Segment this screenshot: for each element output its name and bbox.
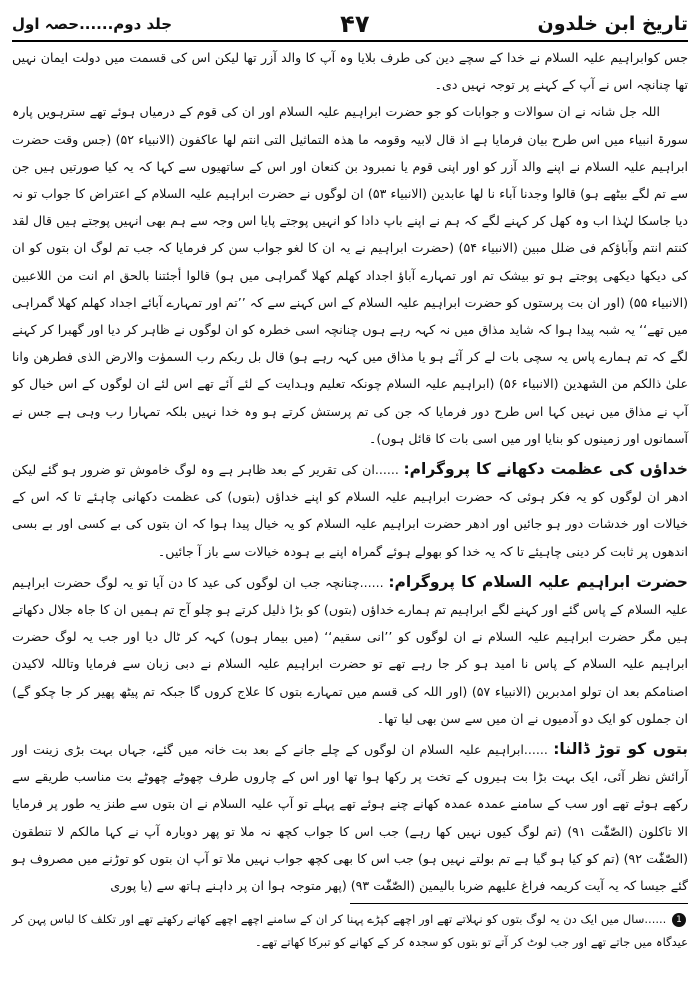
footnote (12, 908, 688, 978)
section-heading: حضرت ابراہیم علیہ السلام کا پروگرام: (388, 572, 688, 591)
section-text: ......ان کی تقریر کے بعد ظاہر ہے وہ لوگ خاموش تو ضرور ہو گئے لیکن ادھر ان لوگوں کو یہ فکر ہوئی کہ حضرت ابراہیم علیہ السلام کو اپنے خداؤں (بتوں) کی عظمت دکھانی چاہئے تا کہ اس کے خیالات اور خدشات دور ہو جائیں اور ادھر حضرت ابراہیم علیہ السلام کو یہ خیال پیدا ہوا کہ ان بتوں کی بے کسی اور بے بسی اندھوں پر ثابت کر دینی چاہیئے تا کہ یہ خدا کو بھولے ہوئے گمراہ اپنے بے ہودہ خیالات سے باز آ جائیں۔ (12, 462, 688, 559)
section-heading: بتوں کو توڑ ڈالنا: (553, 740, 688, 759)
page-body (12, 44, 688, 894)
section-paragraph (12, 736, 688, 899)
footnote-divider (350, 903, 688, 904)
body-paragraph: جس کوابراہیم علیہ السلام نے خدا کے سچے دین کی طرف بلایا وہ آپ کا والد آزر تھا لیکن اس کی قسمت میں دولت ایمان نہیں تھا چنانچہ اس نے آپ کے کہنے پر توجہ نہیں دی۔ (12, 50, 688, 93)
section-text: ......چنانچہ جب ان لوگوں کی عید کا دن آیا تو یہ لوگ حضرت ابراہیم علیہ السلام کے پاس گئے اور کہنے لگے ابراہیم تم ہمارے خداؤں (بتوں) کو بڑا ذلیل کرتے ہو چلو آج تم ہمیں ان کا جاہ جلال دکھاتے ہیں مگر حضرت ابراہیم علیہ السلام نے ان لوگوں کو ’’انی سقیم‘‘ (میں بیمار ہوں) کہہ کر ٹال دیا اور جب یہ لوگ حضرت ابراہیم علیہ السلام کے پاس نا امید ہو کر جا رہے تھے تو حضرت ابراہیم علیہ السلام نے دبی زبان سے فرمایا وتاللہ لاکیدن اصنامکم بعد ان تولو امدبرین (الانبیاء ۵۷) (اور اللہ کی قسم میں تمہارے بتوں کا علاج کروں گا جبکہ تم پیٹھ پھیر کر جا چکو گے) ان جملوں کو ایک دو آدمیوں نے ان میں سے سن بھی لیا تھا۔ (12, 574, 688, 726)
book-title: تاریخ ابن خلدون (537, 13, 688, 35)
volume-part: جلد دوم......حصہ اول (12, 15, 173, 33)
section-heading: خداؤں کی عظمت دکھانے کا پروگرام: (403, 460, 688, 479)
page-number: ۴۷ (340, 10, 370, 38)
footnote-marker-icon: 1 (672, 913, 686, 927)
section-text: ......ابراہیم علیہ السلام ان لوگوں کے چلے جانے کے بعد بت خانہ میں گئے، جہاں بہت بڑی زینت اور آرائش نظر آئی، ایک بہت بڑا بت ہیروں کے تخت پر رکھا ہوا تھا اور اس کے چاروں طرف چھوٹے چھوٹے بت مناسب طریقے سے رکھے ہوئے تھے اور سب کے سامنے عمدہ عمدہ کھانے چنے ہوئے تھے پہلے تو آپ علیہ السلام نے ان بتوں سے طنز یہ طور پر فرمایا الا تاکلون (الصّٰفّٰت ۹۱) (تم لوگ کیوں نہیں کھا رہے) جب اس کا جواب کچھ نہ ملا تو پھر دوبارہ آپ نے کہا مالکم لا تنطقون (الصّٰفّٰت ۹۲) (تم کو کیا ہو گیا ہے تم بولتے نہیں ہو) جب اس کا بھی کچھ جواب نہیں ملا تو آپ ان بتوں کو توڑنے میں مصروف ہو گئے جیسا کہ یہ آیت کریمہ فراغ علیھم ضربا بالیمین (الصّٰفّٰت ۹۳) (پھر متوجہ ہوا ان پر داہنے ہاتھ سے (یا پوری (12, 742, 688, 894)
footnote-text: ......سال میں ایک دن یہ لوگ بتوں کو نہلاتے تھے اور اچھے کپڑے پہنا کر ان کے سامنے اچھے اچھے کھانے رکھتے تھے اور تکلف کا لباس پہن کر عیدگاہ میں جاتے تھے اور جب لوٹ کر آتے تو بتوں کو سجدہ کر کے کھانے کو تبرکا کھاتے تھے۔ (12, 912, 688, 949)
body-paragraph: اللہ جل شانہ نے ان سوالات و جوابات کو جو حضرت ابراہیم علیہ السلام اور ان کی قوم کے درمیاں ہوئے تھے سترہویں پارہ سورۃ انبیاء میں اس طرح بیان فرمایا ہے اذ قال لابیہ وقومہ ما ھذہ التماثیل التی انتم لھا عاکفون (الانبیاء ۵۲) (جس وقت حضرت ابراہیم علیہ السلام نے اپنے والد آزر کو اور اپنی قوم یا نمبرود بن کنعان اور اس کے ساتھیوں سے کہا کہ یہ کیا صورتیں ہیں جن سے تم لگے بیٹھے ہو) قالوا وجدنا آباء نا لھا عابدین (الانبیاء ۵۳) ان لوگوں نے حضرت ابراہیم علیہ السلام کے اعتراض کا جواب تو نہ دیا جاسکا لہٰذا اب وہ کھل کر کہنے لگے کہ ہم نے اپنے باپ دادا کو انہیں پوجتے پایا اس وجہ سے ہم بھی انہیں پوجتے ہیں قال لقد کنتم انتم وآباؤکم فی ضلل مبین (الانبیاء ۵۴) (حضرت ابراہیم نے یہ ان کا لغو جواب سن کر فرمایا کہ جب تم لوگ ان بتوں کو ان کی دیکھا دیکھی پوجتے ہو تو بیشک تم اور تمہارے آباؤ اجداد کھلم کھلا گمراہی میں ہو) قالوا أجئتنا بالحق ام انت من اللاعبین (الانبیاء ۵۵) (اور ان بت پرستوں کو حضرت ابراہیم علیہ السلام کے اس کہنے سے کہ ’’تم اور تمہارے آبائے اجداد کھلم کھلا گمراہی میں تھے‘‘ یہ شبہ پیدا ہوا کہ شاید مذاق میں نہ کہہ رہے ہوں چنانچہ اسی خطرہ کو ان لوگوں نے ظاہر کر دیا اور گھبرا کر کہنے لگے کہ تم ہمارے پاس یہ سچی بات لے کر آئے ہو یا مذاق میں کہہ رہے ہو) قال بل ربکم رب السموٰت والارض الذی فطرھن وانا علیٰ ذالکم من الشھدین (الانبیاء ۵۶) (ابراہیم علیہ السلام چونکہ تعلیم وہدایت کے لئے آئے تھے اس لئے ان لوگوں کے اس خیال کو آپ نے مذاق میں نہیں کہا اس طرح دور فرمایا کہ جن کی تم پرستش کرتے ہو وہ خدا نہیں بلکہ تمہارا رب وہی ہے جس نے آسمانوں اور زمینوں کو بنایا اور میں اسی بات کا قائل ہوں)۔ (12, 104, 688, 446)
section-paragraph (12, 569, 688, 732)
page-header (12, 8, 688, 42)
section-paragraph (12, 456, 688, 565)
